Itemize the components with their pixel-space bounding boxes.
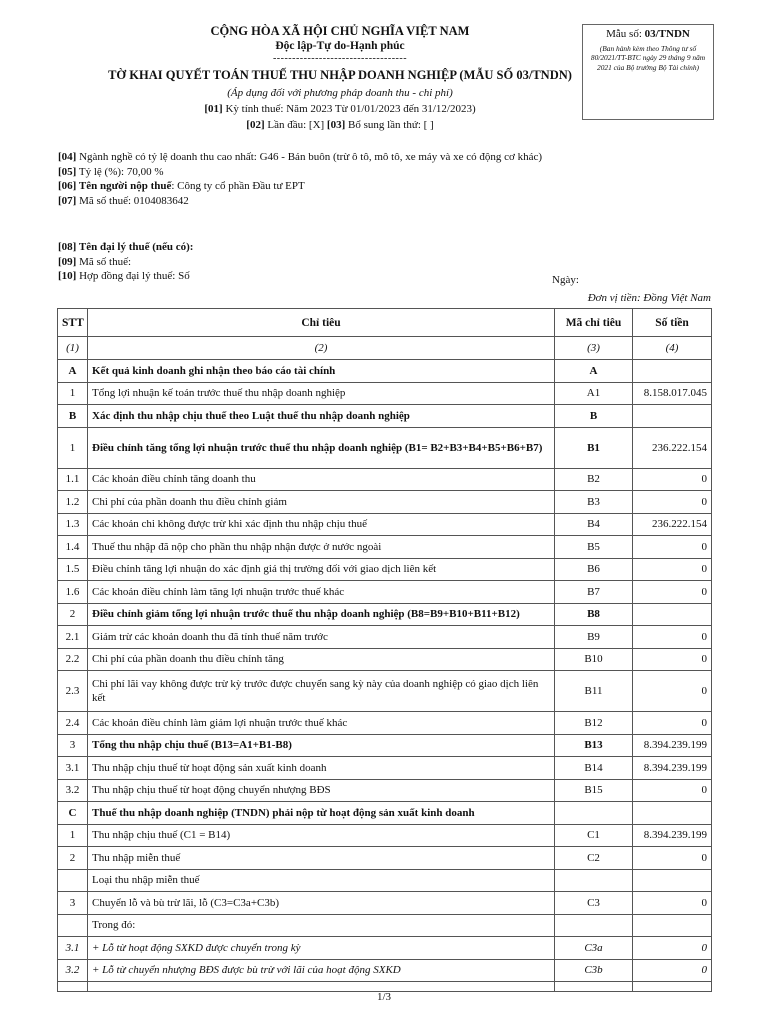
row-stt: 3.2 <box>58 779 88 802</box>
header-separator: ----------------------------------- <box>272 53 408 64</box>
row-description: Các khoản điều chỉnh làm tăng lợi nhuận trước thuế khác <box>88 581 555 604</box>
contract-date-label: Ngày: <box>552 274 579 286</box>
row-code: A1 <box>555 382 633 405</box>
header-item: Chỉ tiêu <box>88 309 555 337</box>
index-cell: (2) <box>88 337 555 360</box>
tax-agent-info <box>58 240 718 284</box>
field-code-06: [06] <box>58 180 77 192</box>
taxpayer-name-value: : Công ty cổ phần Đầu tư EPT <box>171 180 305 192</box>
table-row <box>58 802 712 825</box>
row-amount <box>633 869 712 892</box>
tax-agent-contract-field <box>58 269 718 284</box>
row-stt: 1.4 <box>58 536 88 559</box>
table-row <box>58 712 712 735</box>
row-stt: 1.2 <box>58 491 88 514</box>
ratio-text: Tỷ lệ (%): 70,00 % <box>76 165 164 178</box>
table-row <box>58 869 712 892</box>
form-legal-note: (Ban hành kèm theo Thông tư số 80/2021/TT-BTC ngày 29 tháng 9 năm 2021 của Bộ trưởng Bộ Tài chính) <box>590 44 706 72</box>
table-row <box>58 626 712 649</box>
field-code-03: [03] <box>326 119 346 131</box>
taxpayer-info <box>58 150 718 208</box>
row-stt: 1 <box>58 427 88 468</box>
field-code-05: [05] <box>58 165 77 178</box>
table-row <box>58 734 712 757</box>
row-code: B14 <box>555 757 633 780</box>
industry-text: Ngành nghề có tỷ lệ doanh thu cao nhất: G46 - Bán buôn (trừ ô tô, mô tô, xe máy và xe có động cơ khác) <box>76 151 543 163</box>
row-stt: 1 <box>58 382 88 405</box>
row-description: Thu nhập chịu thuế từ hoạt động sản xuất kinh doanh <box>88 757 555 780</box>
row-stt: 1.1 <box>58 468 88 491</box>
table-row <box>58 360 712 383</box>
row-code: C1 <box>555 824 633 847</box>
row-amount <box>633 914 712 937</box>
table-row <box>58 824 712 847</box>
row-code: C3 <box>555 892 633 915</box>
row-stt: 1.5 <box>58 558 88 581</box>
row-amount: 8.394.239.199 <box>633 824 712 847</box>
row-amount <box>633 603 712 626</box>
row-amount: 0 <box>633 491 712 514</box>
national-motto: Độc lập-Tự do-Hạnh phúc <box>275 40 405 52</box>
row-description: Chuyển lỗ và bù trừ lãi, lỗ (C3=C3a+C3b) <box>88 892 555 915</box>
tax-agent-name-field <box>58 240 718 255</box>
row-stt: 2.1 <box>58 626 88 649</box>
row-description: Điều chỉnh tăng lợi nhuận do xác định giá thị trường đối với giao dịch liên kết <box>88 558 555 581</box>
row-amount: 0 <box>633 648 712 671</box>
row-stt <box>58 982 88 992</box>
row-description: Thuế thu nhập doanh nghiệp (TNDN) phải nộp từ hoạt động sản xuất kinh doanh <box>88 802 555 825</box>
row-amount: 236.222.154 <box>633 513 712 536</box>
row-stt: A <box>58 360 88 383</box>
form-number: 03/TNDN <box>644 28 690 40</box>
table-row <box>58 427 712 468</box>
row-description: Tổng lợi nhuận kế toán trước thuế thu nhập doanh nghiệp <box>88 382 555 405</box>
table-row <box>58 959 712 982</box>
page-number: 1/3 <box>376 991 392 1003</box>
index-cell: (4) <box>633 337 712 360</box>
table-row <box>58 892 712 915</box>
row-code: B15 <box>555 779 633 802</box>
row-description: Thu nhập chịu thuế (C1 = B14) <box>88 824 555 847</box>
field-code-07: [07] <box>58 194 77 207</box>
row-stt: 2.3 <box>58 671 88 712</box>
table-header-row <box>58 309 712 337</box>
form-subtitle: (Áp dụng đối với phương pháp doanh thu - chi phí) <box>227 87 453 99</box>
row-stt: 1.6 <box>58 581 88 604</box>
field-code-09: [09] <box>58 255 77 268</box>
tax-code-field <box>58 194 718 209</box>
table-row <box>58 513 712 536</box>
row-stt: 1.3 <box>58 513 88 536</box>
row-description: + Lỗ từ chuyển nhượng BĐS được bù trừ với lãi của hoạt động SXKD <box>88 959 555 982</box>
row-code: B9 <box>555 626 633 649</box>
form-number-label: Mẫu số: <box>606 28 645 40</box>
table-row <box>58 382 712 405</box>
index-cell: (3) <box>555 337 633 360</box>
row-code: B <box>555 405 633 428</box>
table-row <box>58 937 712 960</box>
field-code-02: [02] <box>246 119 265 131</box>
row-description <box>88 982 555 992</box>
row-code: B7 <box>555 581 633 604</box>
row-code: B5 <box>555 536 633 559</box>
currency-unit: Đơn vị tiền: Đồng Việt Nam <box>587 292 711 304</box>
field-code-08: [08] <box>58 241 77 253</box>
header-code: Mã chỉ tiêu <box>555 309 633 337</box>
row-description: Điều chỉnh giảm tổng lợi nhuận trước thuế thu nhập doanh nghiệp (B8=B9+B10+B11+B12) <box>88 603 555 626</box>
table-row <box>58 757 712 780</box>
filing-type <box>60 117 620 133</box>
row-stt <box>58 869 88 892</box>
country-name: CỘNG HÒA XÃ HỘI CHỦ NGHĨA VIỆT NAM <box>210 24 470 38</box>
table-row <box>58 779 712 802</box>
row-description: Thuế thu nhập đã nộp cho phần thu nhập nhận được ở nước ngoài <box>88 536 555 559</box>
row-amount: 0 <box>633 937 712 960</box>
row-description: Xác định thu nhập chịu thuế theo Luật thuế thu nhập doanh nghiệp <box>88 405 555 428</box>
tax-agent-code-field <box>58 255 718 270</box>
table-row <box>58 491 712 514</box>
table-row <box>58 581 712 604</box>
row-code: C3a <box>555 937 633 960</box>
table-row <box>58 847 712 870</box>
row-amount: 0 <box>633 558 712 581</box>
row-code: B11 <box>555 671 633 712</box>
row-amount: 8.158.017.045 <box>633 382 712 405</box>
row-amount <box>633 802 712 825</box>
row-amount <box>633 360 712 383</box>
row-amount: 8.394.239.199 <box>633 757 712 780</box>
field-code-01: [01] <box>204 103 223 115</box>
row-code: A <box>555 360 633 383</box>
row-code <box>555 982 633 992</box>
supplement-text: Bổ sung lần thứ: [ ] <box>345 119 434 131</box>
row-stt: 2.2 <box>58 648 88 671</box>
taxpayer-name-label: Tên người nộp thuế <box>76 180 172 192</box>
row-amount: 0 <box>633 712 712 735</box>
row-description: Thu nhập miễn thuế <box>88 847 555 870</box>
row-description: + Lỗ từ hoạt động SXKD được chuyển trong kỳ <box>88 937 555 960</box>
row-description: Các khoản chi không được trừ khi xác định thu nhập chịu thuế <box>88 513 555 536</box>
row-code: C2 <box>555 847 633 870</box>
row-stt: 1 <box>58 824 88 847</box>
row-description: Chi phí của phần doanh thu điều chỉnh tăng <box>88 648 555 671</box>
tax-agent-name-label: Tên đại lý thuế (nếu có): <box>76 241 194 253</box>
row-stt: 3.2 <box>58 959 88 982</box>
table-row <box>58 603 712 626</box>
tax-period <box>60 101 620 117</box>
tax-agent-contract-text: Hợp đồng đại lý thuế: Số <box>76 270 190 282</box>
row-code: B2 <box>555 468 633 491</box>
row-stt: 3.1 <box>58 937 88 960</box>
row-description: Loại thu nhập miễn thuế <box>88 869 555 892</box>
row-description: Thu nhập chịu thuế từ hoạt động chuyển nhượng BĐS <box>88 779 555 802</box>
row-description: Trong đó: <box>88 914 555 937</box>
row-stt: 3.1 <box>58 757 88 780</box>
table-index-row <box>58 337 712 360</box>
taxpayer-name-field <box>58 179 718 194</box>
tax-agent-code-text: Mã số thuế: <box>76 255 132 268</box>
row-amount <box>633 405 712 428</box>
row-description: Các khoản điều chỉnh tăng doanh thu <box>88 468 555 491</box>
row-stt: 3 <box>58 734 88 757</box>
row-code <box>555 914 633 937</box>
row-amount: 0 <box>633 959 712 982</box>
row-description: Kết quả kinh doanh ghi nhận theo báo cáo tài chính <box>88 360 555 383</box>
row-amount: 0 <box>633 892 712 915</box>
table-row <box>58 648 712 671</box>
row-amount: 0 <box>633 779 712 802</box>
form-title: TỜ KHAI QUYẾT TOÁN THUẾ THU NHẬP DOANH NGHIỆP (MẪU SỐ 03/TNDN) <box>108 68 572 82</box>
row-amount: 0 <box>633 468 712 491</box>
tax-table <box>57 308 712 992</box>
row-amount: 0 <box>633 847 712 870</box>
row-description: Chi phí lãi vay không được trừ kỳ trước được chuyển sang kỳ này của doanh nghiệp có giao dịch liên kết <box>88 671 555 712</box>
industry-field <box>58 150 553 165</box>
form-header <box>60 24 620 133</box>
row-code: B8 <box>555 603 633 626</box>
row-code: B4 <box>555 513 633 536</box>
index-cell: (1) <box>58 337 88 360</box>
table-row <box>58 914 712 937</box>
row-amount: 0 <box>633 671 712 712</box>
row-amount: 0 <box>633 626 712 649</box>
row-description: Chi phí của phần doanh thu điều chỉnh giảm <box>88 491 555 514</box>
row-stt: 2 <box>58 603 88 626</box>
field-code-04: [04] <box>58 151 77 163</box>
row-amount: 0 <box>633 581 712 604</box>
table-row <box>58 536 712 559</box>
row-stt: C <box>58 802 88 825</box>
row-code <box>555 802 633 825</box>
row-code: B10 <box>555 648 633 671</box>
row-description: Tổng thu nhập chịu thuế (B13=A1+B1-B8) <box>88 734 555 757</box>
header-stt: STT <box>58 309 88 337</box>
row-stt: 2.4 <box>58 712 88 735</box>
row-code: B1 <box>555 427 633 468</box>
row-stt: 2 <box>58 847 88 870</box>
table-row <box>58 982 712 992</box>
table-row <box>58 468 712 491</box>
row-stt: 3 <box>58 892 88 915</box>
row-amount: 8.394.239.199 <box>633 734 712 757</box>
first-filing-text: Lần đầu: [X] <box>264 119 327 131</box>
row-code: B13 <box>555 734 633 757</box>
row-stt: B <box>58 405 88 428</box>
table-row <box>58 558 712 581</box>
row-code: B6 <box>555 558 633 581</box>
table-row <box>58 405 712 428</box>
header-amount: Số tiền <box>633 309 712 337</box>
row-amount: 236.222.154 <box>633 427 712 468</box>
field-code-10: [10] <box>58 270 77 282</box>
row-description: Các khoản điều chỉnh làm giảm lợi nhuận trước thuế khác <box>88 712 555 735</box>
row-amount <box>633 982 712 992</box>
row-code: B12 <box>555 712 633 735</box>
row-stt <box>58 914 88 937</box>
row-code: B3 <box>555 491 633 514</box>
row-code <box>555 869 633 892</box>
tax-period-text: Kỳ tính thuế: Năm 2023 Từ 01/01/2023 đến 31/12/2023) <box>222 103 476 115</box>
ratio-field <box>58 165 718 180</box>
row-amount: 0 <box>633 536 712 559</box>
row-description: Điều chỉnh tăng tổng lợi nhuận trước thuế thu nhập doanh nghiệp (B1= B2+B3+B4+B5+B6+B7) <box>88 427 555 468</box>
tax-code-text: Mã số thuế: 0104083642 <box>76 194 189 207</box>
row-code: C3b <box>555 959 633 982</box>
row-description: Giảm trừ các khoản doanh thu đã tính thuế năm trước <box>88 626 555 649</box>
form-number-box <box>582 24 714 120</box>
table-row <box>58 671 712 712</box>
